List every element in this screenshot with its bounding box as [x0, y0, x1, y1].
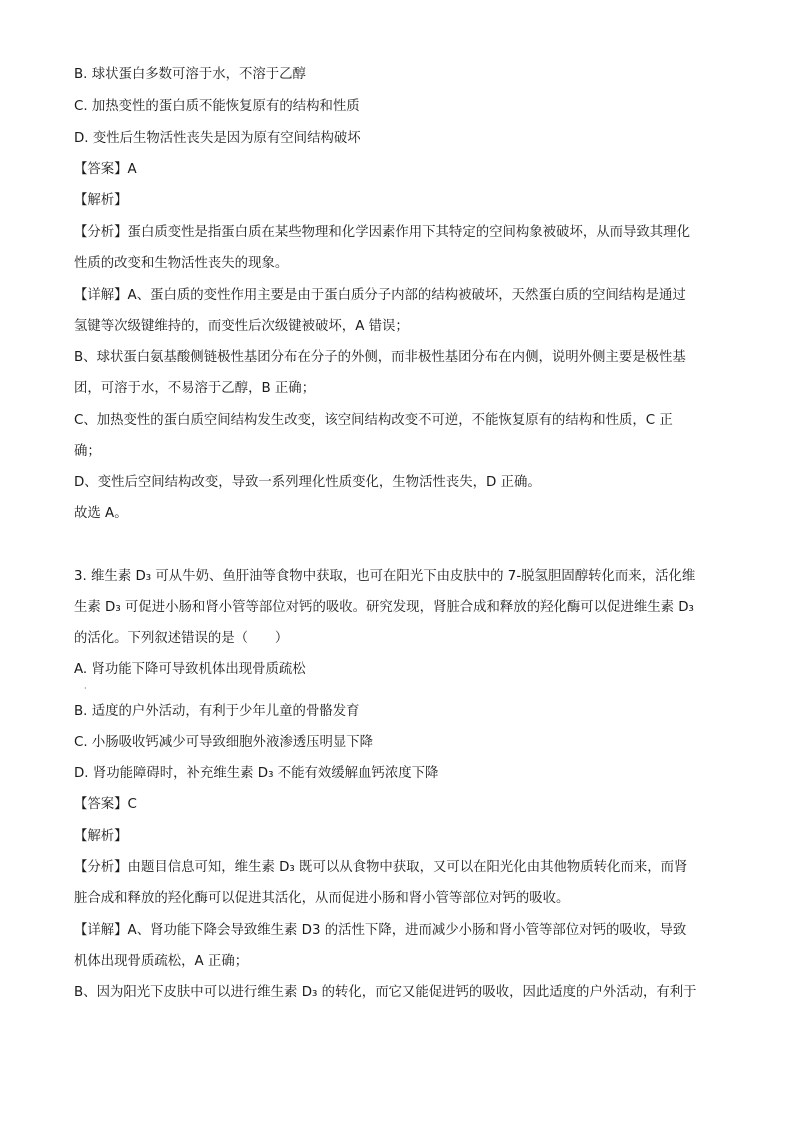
- q3-option-d: D. 肾功能障碍时，补充维生素 D₃ 不能有效缓解血钙浓度下降: [74, 766, 439, 781]
- q3-stem-line-2: 生素 D₃ 可促进小肠和肾小管等部位对钙的吸收。研究发现，肾脏合成和释放的羟化酶可以促进维生素 D₃: [74, 600, 694, 615]
- q2-option-b: B. 球状蛋白多数可溶于水，不溶于乙醇: [74, 67, 306, 82]
- q2-fenxi-line-1: 【分析】蛋白质变性是指蛋白质在某些物理和化学因素作用下其特定的空间构象被破坏，从而导致其理化: [74, 225, 690, 240]
- q2-option-d: D. 变性后生物活性丧失是因为原有空间结构破坏: [74, 131, 361, 146]
- q3-option-c: C. 小肠吸收钙减少可导致细胞外液渗透压明显下降: [74, 735, 374, 750]
- q2-xiangjie-line-4: 团，可溶于水，不易溶于乙醇，B 正确；: [74, 381, 316, 396]
- q3-stem-line-3: 的活化。下列叙述错误的是（ ）: [74, 631, 289, 646]
- q3-xiangjie-line-2: 机体出现骨质疏松，A 正确；: [74, 954, 249, 969]
- q3-fenxi-line-2: 脏合成和释放的羟化酶可以促进其活化，从而促进小肠和肾小管等部位对钙的吸收。: [74, 891, 570, 906]
- q2-xiangjie-line-3: B、球状蛋白氨基酸侧链极性基团分布在分子的外侧，而非极性基团分布在内侧，说明外侧主要是极性基: [74, 350, 686, 365]
- q2-fenxi-line-2: 性质的改变和生物活性丧失的现象。: [74, 256, 289, 271]
- q2-answer: 【答案】A: [74, 162, 137, 177]
- q3-answer: 【答案】C: [74, 797, 137, 812]
- q3-analysis-heading: 【解析】: [74, 829, 128, 844]
- q2-xiangjie-line-2: 氢键等次级键维持的，而变性后次级键被破坏，A 错误；: [74, 319, 409, 334]
- q2-analysis-heading: 【解析】: [74, 193, 128, 208]
- q3-xiangjie-line-3: B、因为阳光下皮肤中可以进行维生素 D₃ 的转化，而它又能促进钙的吸收，因此适度的户外活动，有利于: [74, 985, 697, 1000]
- q2-xiangjie-line-1: 【详解】A、蛋白质的变性作用主要是由于蛋白质分子内部的结构被破坏，天然蛋白质的空间结构是通过: [74, 288, 686, 303]
- q3-option-b: B. 适度的户外活动，有利于少年儿童的骨骼发育: [74, 704, 360, 719]
- q2-xiangjie-line-7: D、变性后空间结构改变，导致一系列理化性质变化，生物活性丧失，D 正确。: [74, 475, 541, 490]
- q3-option-a: A. 肾功能下降可导致机体出现骨质疏松: [74, 662, 306, 677]
- q3-stem-line-1: 3. 维生素 D₃ 可从牛奶、鱼肝油等食物中获取，也可在阳光下由皮肤中的 7-脱氢胆固醇转化而来，活化维: [74, 569, 696, 584]
- q2-option-c: C. 加热变性的蛋白质不能恢复原有的结构和性质: [74, 99, 360, 114]
- q3-fenxi-line-1: 【分析】由题目信息可知，维生素 D₃ 既可以从食物中获取，又可以在阳光化由其他物质转化而来，而肾: [74, 860, 688, 875]
- q2-conclusion: 故选 A。: [74, 506, 128, 521]
- q2-xiangjie-line-6: 确；: [74, 444, 101, 459]
- q3-xiangjie-line-1: 【详解】A、肾功能下降会导致维生素 D3 的活性下降，进而减少小肠和肾小管等部位对钙的吸收，导致: [74, 923, 687, 938]
- q2-xiangjie-line-5: C、加热变性的蛋白质空间结构发生改变，该空间结构改变不可逆，不能恢复原有的结构和性质，C 正: [74, 413, 673, 428]
- stray-dot: ·: [84, 684, 87, 693]
